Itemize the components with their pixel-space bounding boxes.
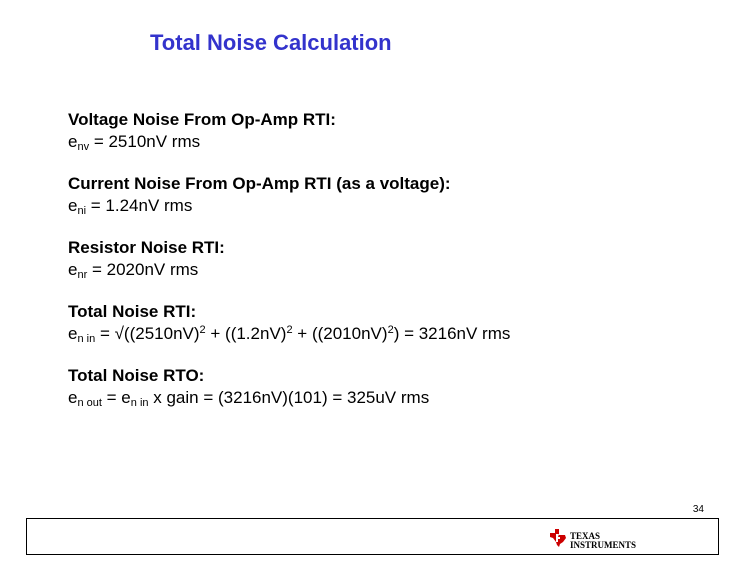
current-noise-section xyxy=(68,173,728,217)
ti-logo xyxy=(548,528,636,553)
voltage-noise-section xyxy=(68,109,728,153)
voltage-noise-heading: Voltage Noise From Op-Amp RTI: xyxy=(68,110,336,129)
voltage-noise-equation: $e_{nv} = 2510nV$ rms xyxy=(68,132,201,153)
current-noise-heading: Current Noise From Op-Amp RTI (as a voltage): xyxy=(68,174,451,193)
slide-title: Total Noise Calculation xyxy=(150,30,392,55)
slide-content xyxy=(68,109,728,429)
total-noise-rti-equation: $e_{n in} = √((2510nV)^2 + ((1.2nV)^2 + ((2010nV)^2) = 3216nV$ rms xyxy=(68,324,511,345)
total-noise-rto-heading: Total Noise RTO: xyxy=(68,366,205,385)
resistor-noise-section xyxy=(68,237,728,281)
current-noise-equation: $e_{ni} = 1.24nV$ rms xyxy=(68,196,193,217)
resistor-noise-heading: Resistor Noise RTI: xyxy=(68,238,225,257)
page-number: 34 xyxy=(692,504,704,515)
total-noise-rti-section xyxy=(68,301,728,345)
ti-logo-text: TEXAS INSTRUMENTS xyxy=(569,530,636,550)
total-noise-rto-section xyxy=(68,365,728,409)
texas-state-icon xyxy=(548,528,568,553)
total-noise-rti-heading: Total Noise RTI: xyxy=(68,302,197,321)
footer-bar xyxy=(26,518,719,555)
resistor-noise-equation: $e_{nr} = 2020nV$ rms xyxy=(68,260,199,281)
total-noise-rto-equation: $e_{n out} = e_{n in}$ x gain = (3216nV)(101) = 325uV rms xyxy=(68,388,430,409)
